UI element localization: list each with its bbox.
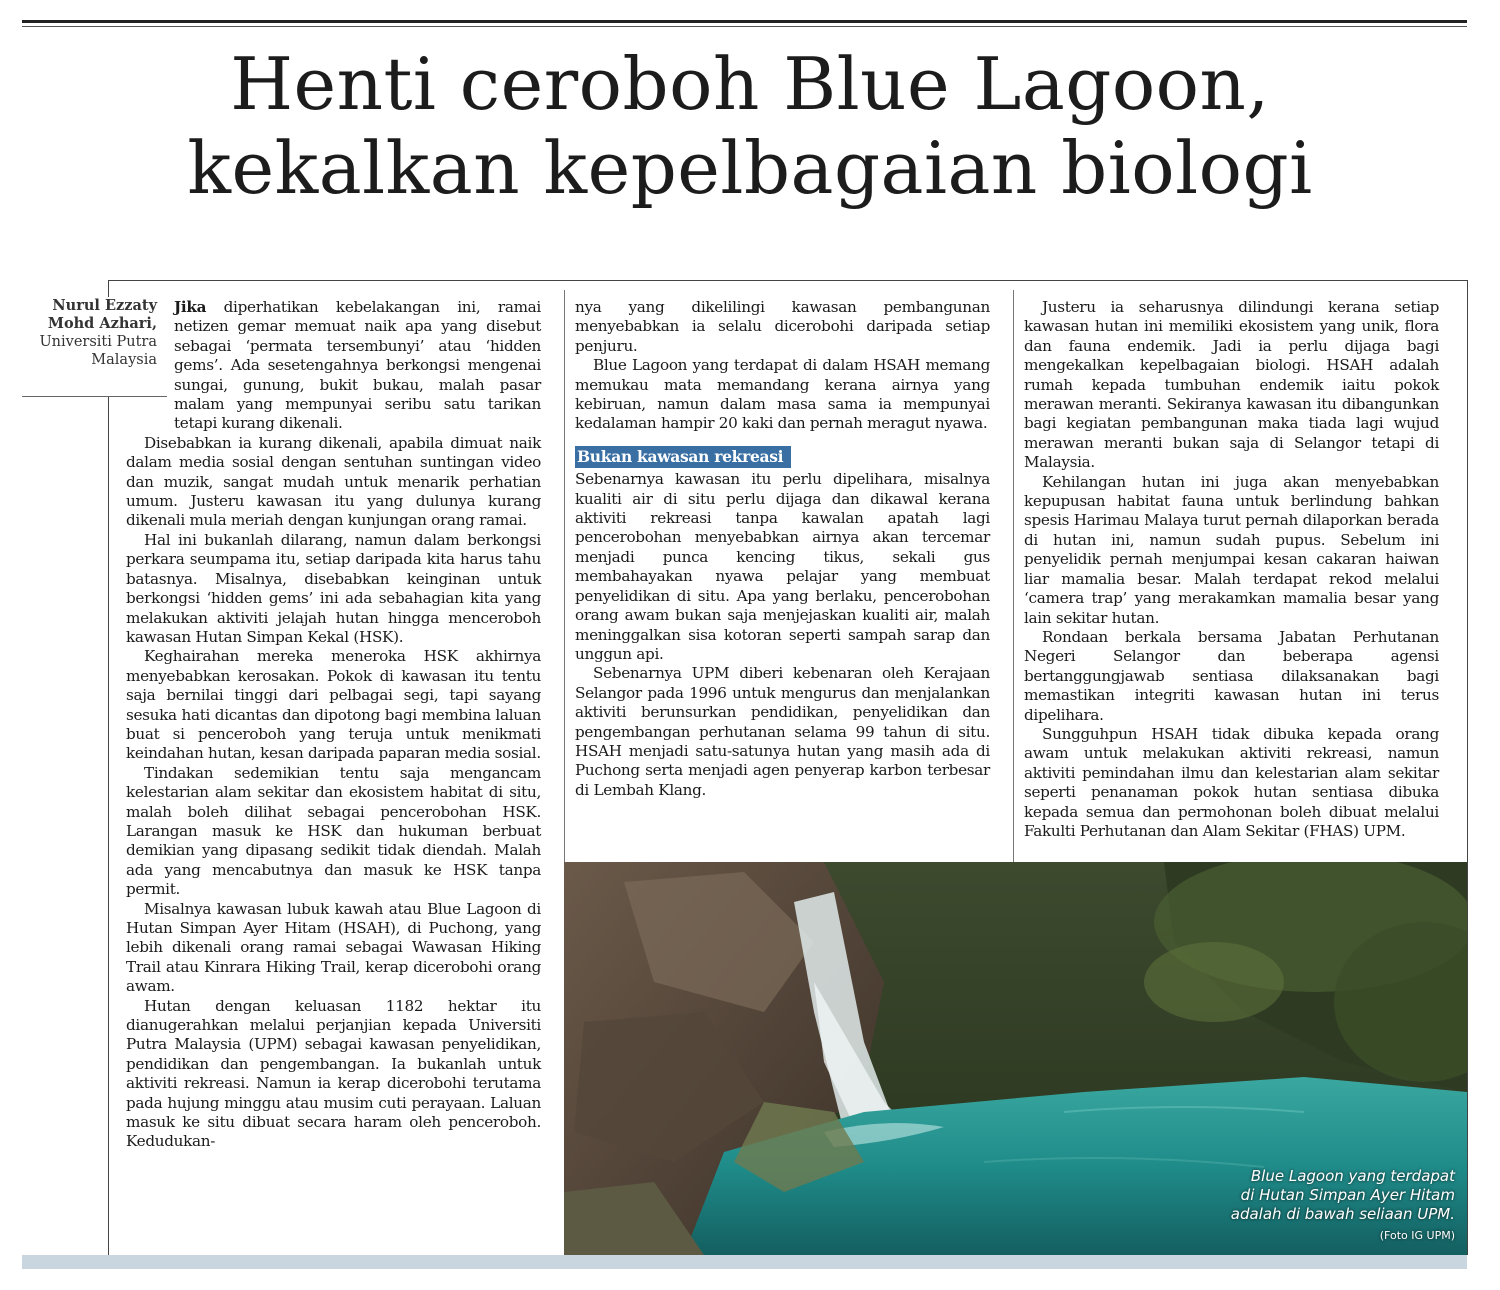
lead-word: Jika (174, 298, 207, 316)
paragraph: Sebenarnya UPM diberi kebenaran oleh Kerajaan Selangor pada 1996 untuk mengurus dan menjalankan aktiviti berunsurkan pendidikan, penyelidikan dan pengembangan perhutanan selama 99 tahun di situ. HSAH menjadi satu-satunya hutan yang masih ada di Puchong serta menjadi agen penyerap karbon terbesar di Lembah Klang. (575, 664, 990, 799)
paragraph: Sungguhpun HSAH tidak dibuka kepada orang awam untuk melakukan aktiviti rekreasi, namun aktiviti pemindahan ilmu dan kelestarian alam sekitar seperti penanaman pokok hutan sentiasa dibuka kepada semua dan permohonan boleh dibuat melalui Fakulti Perhutanan dan Alam Sekitar (FHAS) UPM. (1024, 724, 1439, 840)
section-subhead: Bukan kawasan rekreasi (575, 446, 791, 468)
caption-line-3: adalah di bawah seliaan UPM. (1230, 1205, 1455, 1223)
top-rule (22, 20, 1467, 23)
article-column-3 (1024, 298, 1439, 841)
paragraph: Rondaan berkala bersama Jabatan Perhutanan Negeri Selangor dan beberapa agensi bertanggungjawab sentiasa dilaksanakan bagi memastikan integriti kawasan hutan ini terus dipelihara. (1024, 627, 1439, 724)
headline (40, 42, 1460, 210)
paragraph: Blue Lagoon yang terdapat di dalam HSAH memang memukau mata memandang kerana airnya yang kebiruan, namun dalam masa sama ia mempunyai kedalaman hampir 20 kaki dan pernah meragut nyawa. (575, 356, 990, 433)
column-divider (564, 290, 565, 862)
article-column-1 (126, 298, 541, 1152)
photo-caption (1231, 1167, 1455, 1245)
photo-credit: (Foto IG UPM) (1379, 1229, 1455, 1242)
paragraph: Kehilangan hutan ini juga akan menyebabkan kepupusan habitat fauna untuk berlindung bahkan spesis Harimau Malaya turut pernah dilaporkan berada di hutan ini, namun sudah pupus. Sebelum ini penyelidik pernah menjumpai kesan cakaran haiwan liar mamalia besar. Malah terdapat rekod melalui ‘camera trap’ yang merakamkan mamalia besar yang lain sekitar hutan. (1024, 472, 1439, 627)
paragraph: Sebenarnya kawasan itu perlu dipelihara, misalnya kualiti air di situ perlu dijaga dan dikawal kerana aktiviti rekreasi tanpa kawalan apatah lagi pencerobohan menyebabkan airnya akan tercemar menjadi punca kencing tikus, sekali gus membahayakan nyawa pelajar yang membuat penyelidikan di situ. Apa yang berlaku, pencerobohan orang awam bukan saja menjejaskan kualiti air, malah meninggalkan sisa kotoran seperti sampah sarap dan unggun api. (575, 470, 990, 663)
article-column-2 (575, 298, 990, 800)
column-divider (1013, 290, 1014, 862)
paragraph: Misalnya kawasan lubuk kawah atau Blue Lagoon di Hutan Simpan Ayer Hitam (HSAH), di Puchong, yang lebih dikenali orang ramai sebagai Wawasan Hiking Trail atau Kinrara Hiking Trail, kerap dicerobohi orang awam. (126, 899, 541, 996)
headline-line-1: Henti ceroboh Blue Lagoon, (230, 42, 1270, 126)
paragraph (126, 298, 541, 434)
author-org-line-1: Universiti Putra (39, 334, 157, 350)
paragraph-text: diperhatikan kebelakangan ini, ramai netizen gemar memuat naik apa yang disebut sebagai ‘permata tersembunyi’ atau ‘hidden gems’. Ada sesetengahnya berkongsi mengenai sungai, gunung, bukit bukau, malah pasar malam yang mempunyai seribu satu tarikan tetapi kurang dikenali. (174, 298, 541, 433)
caption-line-1: Blue Lagoon yang terdapat (1250, 1167, 1455, 1185)
paragraph: Disebabkan ia kurang dikenali, apabila dimuat naik dalam media sosial dengan sentuhan suntingan video dan muzik, sangat mudah untuk menarik perhatian umum. Justeru kawasan itu yang dulunya kurang dikenali mula meriah dengan kunjungan orang ramai. (126, 433, 541, 530)
caption-line-2: di Hutan Simpan Ayer Hitam (1240, 1186, 1455, 1204)
author-org-line-2: Malaysia (91, 352, 157, 368)
paragraph: Keghairahan mereka meneroka HSK akhirnya menyebabkan kerosakan. Pokok di kawasan itu tentu saja bernilai tinggi dari pelbagai segi, tapi sayang sesuka hati dicantas dan dipotong bagi membina laluan buat si penceroboh yang teruja untuk menikmati keindahan hutan, kesan daripada paparan media sosial. (126, 647, 541, 763)
author-name-line-2: Mohd Azhari, (47, 315, 157, 332)
author-name-line-1: Nurul Ezzaty (52, 297, 157, 314)
bottom-band (22, 1255, 1467, 1269)
paragraph: Hal ini bukanlah dilarang, namun dalam berkongsi perkara seumpama itu, setiap daripada kita harus tahu batasnya. Misalnya, disebabkan keinginan untuk berkongsi ‘hidden gems’ ini ada sebahagian kita yang melakukan aktiviti jelajah hutan hingga menceroboh kawasan Hutan Simpan Kekal (HSK). (126, 530, 541, 646)
paragraph: Hutan dengan keluasan 1182 hektar itu dianugerahkan melalui perjanjian kepada Universiti Putra Malaysia (UPM) sebagai kawasan penyelidikan, pendidikan dan pengembangan. Ia bukanlah untuk aktiviti rekreasi. Namun ia kerap dicerobohi terutama pada hujung minggu atau musim cuti perayaan. Laluan masuk ke situ dibuat secara haram oleh penceroboh. Kedudukan- (126, 996, 541, 1151)
paragraph: Tindakan sedemikian tentu saja mengancam kelestarian alam sekitar dan ekosistem habitat di situ, malah boleh dilihat sebagai pencerobohan HSK. Larangan masuk ke HSK dan hukuman berbuat demikian yang dipasang sedikit tidak diendah. Malah ada yang mencabutnya dan masuk ke HSK tanpa permit. (126, 763, 541, 899)
lagoon-photo (564, 862, 1467, 1255)
headline-line-2: kekalkan kepelbagaian biologi (187, 126, 1313, 210)
paragraph: Justeru ia seharusnya dilindungi kerana setiap kawasan hutan ini memiliki ekosistem yang unik, flora dan fauna endemik. Jadi ia perlu dijaga bagi mengekalkan kepelbagaian biologi. HSAH adalah rumah kepada tumbuhan endemik iaitu pokok merawan meranti. Sekiranya kawasan itu dibangunkan bagi kegiatan pembangunan maka tiada lagi wujud merawan meranti bukan saja di Selangor tetapi di Malaysia. (1024, 298, 1439, 472)
paragraph: nya yang dikelilingi kawasan pembangunan menyebabkan ia selalu dicerobohi daripada setiap penjuru. (575, 298, 990, 355)
top-rule-thin (22, 26, 1467, 27)
